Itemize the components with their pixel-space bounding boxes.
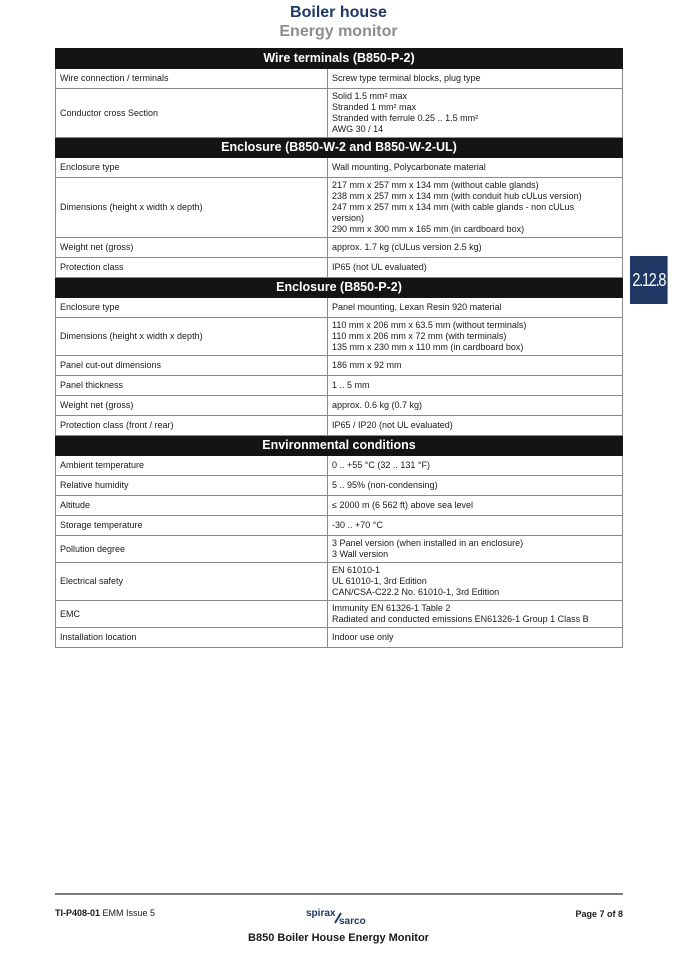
value-line: Panel mounting, Lexan Resin 920 material [332, 302, 502, 312]
value-line: Stranded with ferrule 0.25 .. 1.5 mm² [332, 113, 479, 123]
row-label: Weight net (gross) [56, 238, 328, 258]
value-line: 290 mm x 300 mm x 165 mm (in cardboard box) [332, 224, 525, 234]
row-label: Ambient temperature [56, 456, 328, 476]
svg-text:spirax: spirax [306, 908, 336, 919]
row-value [328, 628, 623, 648]
value-line: EN 61010-1 [332, 565, 381, 575]
page-number: Page 7 of 8 [575, 909, 623, 919]
row-value [328, 89, 623, 138]
table-row [56, 69, 623, 89]
row-label: Relative humidity [56, 476, 328, 496]
row-value [328, 178, 623, 238]
section-title: Enclosure (B850-W-2 and B850-W-2-UL) [56, 138, 623, 158]
value-line: IP65 / IP20 (not UL evaluated) [332, 420, 453, 430]
document-reference [55, 908, 155, 918]
section-header [56, 49, 623, 69]
section-title: Environmental conditions [56, 436, 623, 456]
table-row [56, 238, 623, 258]
section-header [56, 138, 623, 158]
row-value [328, 456, 623, 476]
row-value [328, 601, 623, 628]
table-row [56, 356, 623, 376]
table-row [56, 89, 623, 138]
row-value [328, 158, 623, 178]
row-label: EMC [56, 601, 328, 628]
value-line: -30 .. +70 °C [332, 520, 383, 530]
value-line: version) [332, 213, 365, 223]
value-line: UL 61010-1, 3rd Edition [332, 576, 427, 586]
row-value [328, 69, 623, 89]
value-line: 238 mm x 257 mm x 134 mm (with conduit hub cULus version) [332, 191, 582, 201]
row-value [328, 516, 623, 536]
row-label: Installation location [56, 628, 328, 648]
value-line: 1 .. 5 mm [332, 380, 370, 390]
section-header [56, 436, 623, 456]
value-line: 186 mm x 92 mm [332, 360, 402, 370]
value-line: AWG 30 / 14 [332, 124, 384, 134]
row-value [328, 298, 623, 318]
row-value [328, 496, 623, 516]
value-line: Indoor use only [332, 632, 394, 642]
table-row [56, 628, 623, 648]
value-line: Immunity EN 61326-1 Table 2 [332, 603, 451, 613]
row-value [328, 536, 623, 563]
value-line: 247 mm x 257 mm x 134 mm (with cable glands - non cULus [332, 202, 575, 212]
row-label: Panel cut-out dimensions [56, 356, 328, 376]
document-code: TI-P408-01 [55, 908, 101, 918]
row-label: Enclosure type [56, 158, 328, 178]
row-label: Dimensions (height x width x depth) [56, 318, 328, 356]
value-line: CAN/CSA-C22.2 No. 61010-1, 3rd Edition [332, 587, 500, 597]
row-value [328, 376, 623, 396]
table-row [56, 158, 623, 178]
table-row [56, 258, 623, 278]
value-line: 135 mm x 230 mm x 110 mm (in cardboard box) [332, 342, 524, 352]
table-row [56, 496, 623, 516]
value-line: Solid 1.5 mm² max [332, 91, 408, 101]
section-title: Enclosure (B850-P-2) [56, 278, 623, 298]
specifications-table [55, 48, 623, 648]
row-value [328, 563, 623, 601]
row-value [328, 258, 623, 278]
value-line: 5 .. 95% (non-condensing) [332, 480, 438, 490]
row-value [328, 238, 623, 258]
row-label: Weight net (gross) [56, 396, 328, 416]
row-label: Enclosure type [56, 298, 328, 318]
value-line: 110 mm x 206 mm x 72 mm (with terminals) [332, 331, 507, 341]
table-row [56, 396, 623, 416]
value-line: approx. 0.6 kg (0.7 kg) [332, 400, 423, 410]
table-row [56, 298, 623, 318]
value-line: 110 mm x 206 mm x 63.5 mm (without terminals) [332, 320, 527, 330]
value-line: 0 .. +55 °C (32 .. 131 °F) [332, 460, 430, 470]
page-title: Boiler house [290, 4, 387, 21]
footer-divider [55, 893, 623, 895]
table-row [56, 536, 623, 563]
page-subtitle: Energy monitor [279, 23, 398, 40]
table-row [56, 516, 623, 536]
row-value [328, 396, 623, 416]
row-value [328, 416, 623, 436]
value-line: 3 Panel version (when installed in an enclosure) [332, 538, 524, 548]
spirax-sarco-logo [306, 906, 376, 926]
table-row [56, 376, 623, 396]
document-issue: EMM Issue 5 [102, 908, 156, 918]
row-value [328, 318, 623, 356]
value-line: 217 mm x 257 mm x 134 mm (without cable glands) [332, 180, 539, 190]
value-line: IP65 (not UL evaluated) [332, 262, 427, 272]
table-row [56, 601, 623, 628]
value-line: Screw type terminal blocks, plug type [332, 73, 481, 83]
row-value [328, 476, 623, 496]
row-label: Conductor cross Section [56, 89, 328, 138]
row-label: Altitude [56, 496, 328, 516]
value-line: Radiated and conducted emissions EN61326-1 Group 1 Class B [332, 614, 589, 624]
row-value [328, 356, 623, 376]
value-line: 3 Wall version [332, 549, 389, 559]
row-label: Protection class (front / rear) [56, 416, 328, 436]
row-label: Pollution degree [56, 536, 328, 563]
table-row [56, 476, 623, 496]
table-row [56, 178, 623, 238]
section-title: Wire terminals (B850-P-2) [56, 49, 623, 69]
row-label: Storage temperature [56, 516, 328, 536]
value-line: Wall mounting, Polycarbonate material [332, 162, 486, 172]
value-line: Stranded 1 mm² max [332, 102, 417, 112]
section-header [56, 278, 623, 298]
table-row [56, 318, 623, 356]
product-title: B850 Boiler House Energy Monitor [248, 932, 429, 944]
row-label: Dimensions (height x width x depth) [56, 178, 328, 238]
row-label: Electrical safety [56, 563, 328, 601]
row-label: Wire connection / terminals [56, 69, 328, 89]
table-row [56, 416, 623, 436]
value-line: approx. 1.7 kg (cULus version 2.5 kg) [332, 242, 482, 252]
table-row [56, 563, 623, 601]
row-label: Panel thickness [56, 376, 328, 396]
value-line: ≤ 2000 m (6 562 ft) above sea level [332, 500, 474, 510]
table-row [56, 456, 623, 476]
svg-text:sarco: sarco [339, 916, 366, 926]
row-label: Protection class [56, 258, 328, 278]
section-tab: 2.12.8 [630, 256, 668, 304]
